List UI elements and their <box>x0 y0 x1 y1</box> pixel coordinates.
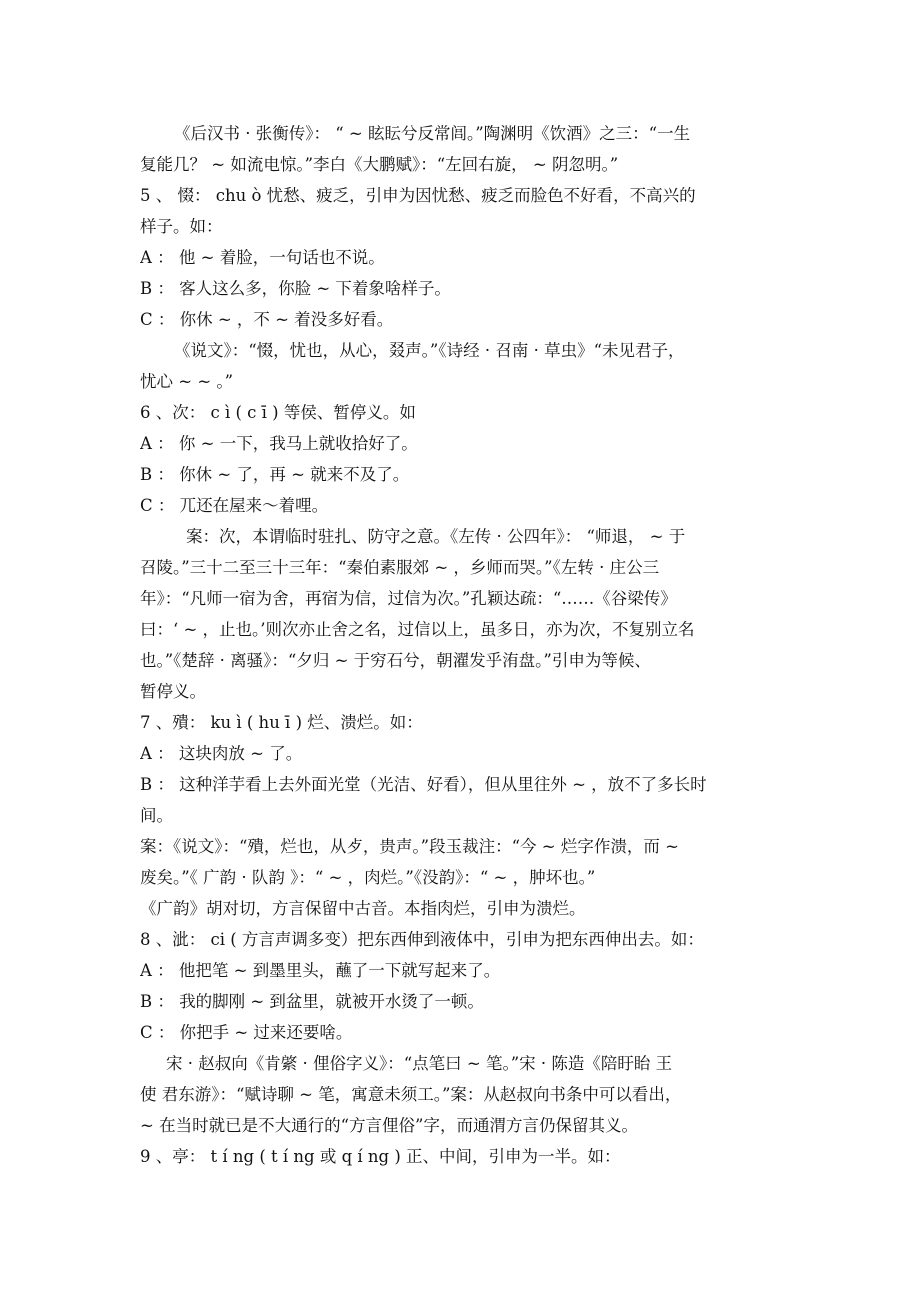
text-line: 宋 · 赵叔向《肯綮 · 俚俗字义》：“点笔曰 ~ 笔。”宋 · 陈造《陪盱眙 王 <box>166 1054 673 1073</box>
text-line: 暂停义。 <box>140 682 206 701</box>
text-line: C ： 你休 ~ ，不 ~ 着没多好看。 <box>140 310 394 329</box>
text-line: B ： 客人这么多，你脸 ~ 下着象啥样子。 <box>140 279 451 298</box>
text-line: B ： 我的脚刚 ~ 到盆里，就被开水烫了一顿。 <box>140 992 484 1011</box>
text-line: 也。”《楚辞 · 离骚》：“夕归 ~ 于穷石兮，朝濯发乎洧盘。”引申为等候、 <box>140 651 651 670</box>
text-line: 样子。如： <box>140 217 223 236</box>
text-line: B ： 这种洋芋看上去外面光堂（光洁、好看），但从里往外 ~ ，放不了多长时 <box>140 775 707 794</box>
document-body <box>140 118 790 1172</box>
text-line: 《后汉书 · 张衡传》： “ ~ 眩眃兮反常闾。”陶渊明《饮酒》之三：“一生 <box>174 124 691 143</box>
text-line: 废矣。”《 广韵 · 队韵 》：“ ~ ，肉烂。”《没韵》：“ ~ ，肿坏也。” <box>140 868 596 887</box>
text-line: C ： 兀还在屋来～着哩。 <box>140 496 329 515</box>
text-line: 7 、殨： ku ì ( hu ī ) 烂、溃烂。如： <box>140 713 423 732</box>
text-line: A ： 他 ~ 着脸，一句话也不说。 <box>140 248 385 267</box>
text-line: 9 、亭： t í ng ( t í ng 或 q í ng ) 正、中间，引申为一半。如： <box>140 1147 621 1166</box>
text-line: A ： 这块肉放 ~ 了。 <box>140 744 303 763</box>
text-line: 间。 <box>140 806 173 825</box>
text-line: 案：《说文》：“殨，烂也，从歺，贵声。”段玉裁注：“今 ~ 烂字作溃，而 ~ <box>140 837 679 856</box>
text-line: 召陵。”三十二至三十三年：“秦伯素服郊 ~ ，乡师而哭。”《左转 · 庄公三 <box>140 558 660 577</box>
text-line: C ： 你把手 ~ 过来还要啥。 <box>140 1023 353 1042</box>
text-line: 5 、 惙： chu ò 忧愁、疲乏，引申为因忧愁、疲乏而脸色不好看，不高兴的 <box>140 186 696 205</box>
text-line: A ： 他把笔 ~ 到墨里头，蘸了一下就写起来了。 <box>140 961 501 980</box>
text-line: 6 、次： c ì ( c ī ) 等侯、暂停义。如 <box>140 403 416 422</box>
text-line: B ： 你休 ~ 了，再 ~ 就来不及了。 <box>140 465 410 484</box>
text-line: 忧心 ~ ~ 。” <box>140 372 234 391</box>
text-line: ~ 在当时就已是不大通行的“方言俚俗”字，而通渭方言仍保留其义。 <box>140 1116 638 1135</box>
text-line: 复能几？ ~ 如流电惊。”李白《大鹏赋》：“左回右旋， ~ 阴忽明。” <box>140 155 619 174</box>
text-line: 曰：‘ ~ ，止也。’则次亦止舍之名，过信以上，虽多日，亦为次，不复别立名 <box>140 620 695 639</box>
text-line: 使 君东游》：“赋诗聊 ~ 笔，寓意未须工。”案：从赵叔向书条中可以看出， <box>140 1085 682 1104</box>
text-line: 8 、泚： ci ( 方言声调多变）把东西伸到液体中，引申为把东西伸出去。如： <box>140 930 704 949</box>
text-line: 年》：“凡师一宿为舍，再宿为信，过信为次。”孔颖达疏：“……《谷梁传》 <box>140 589 677 608</box>
text-line: A ： 你 ~ 一下，我马上就收拾好了。 <box>140 434 418 453</box>
text-line: 案：次，本谓临时驻扎、防守之意。《左传 · 公四年》： “师退， ~ 于 <box>186 527 686 546</box>
text-line: 《广韵》胡对切，方言保留中古音。本指肉烂，引申为溃烂。 <box>140 899 586 918</box>
text-line: 《说文》：“惙，忧也，从心，叕声。”《诗经 · 召南 · 草虫》“未见君子， <box>174 341 685 360</box>
